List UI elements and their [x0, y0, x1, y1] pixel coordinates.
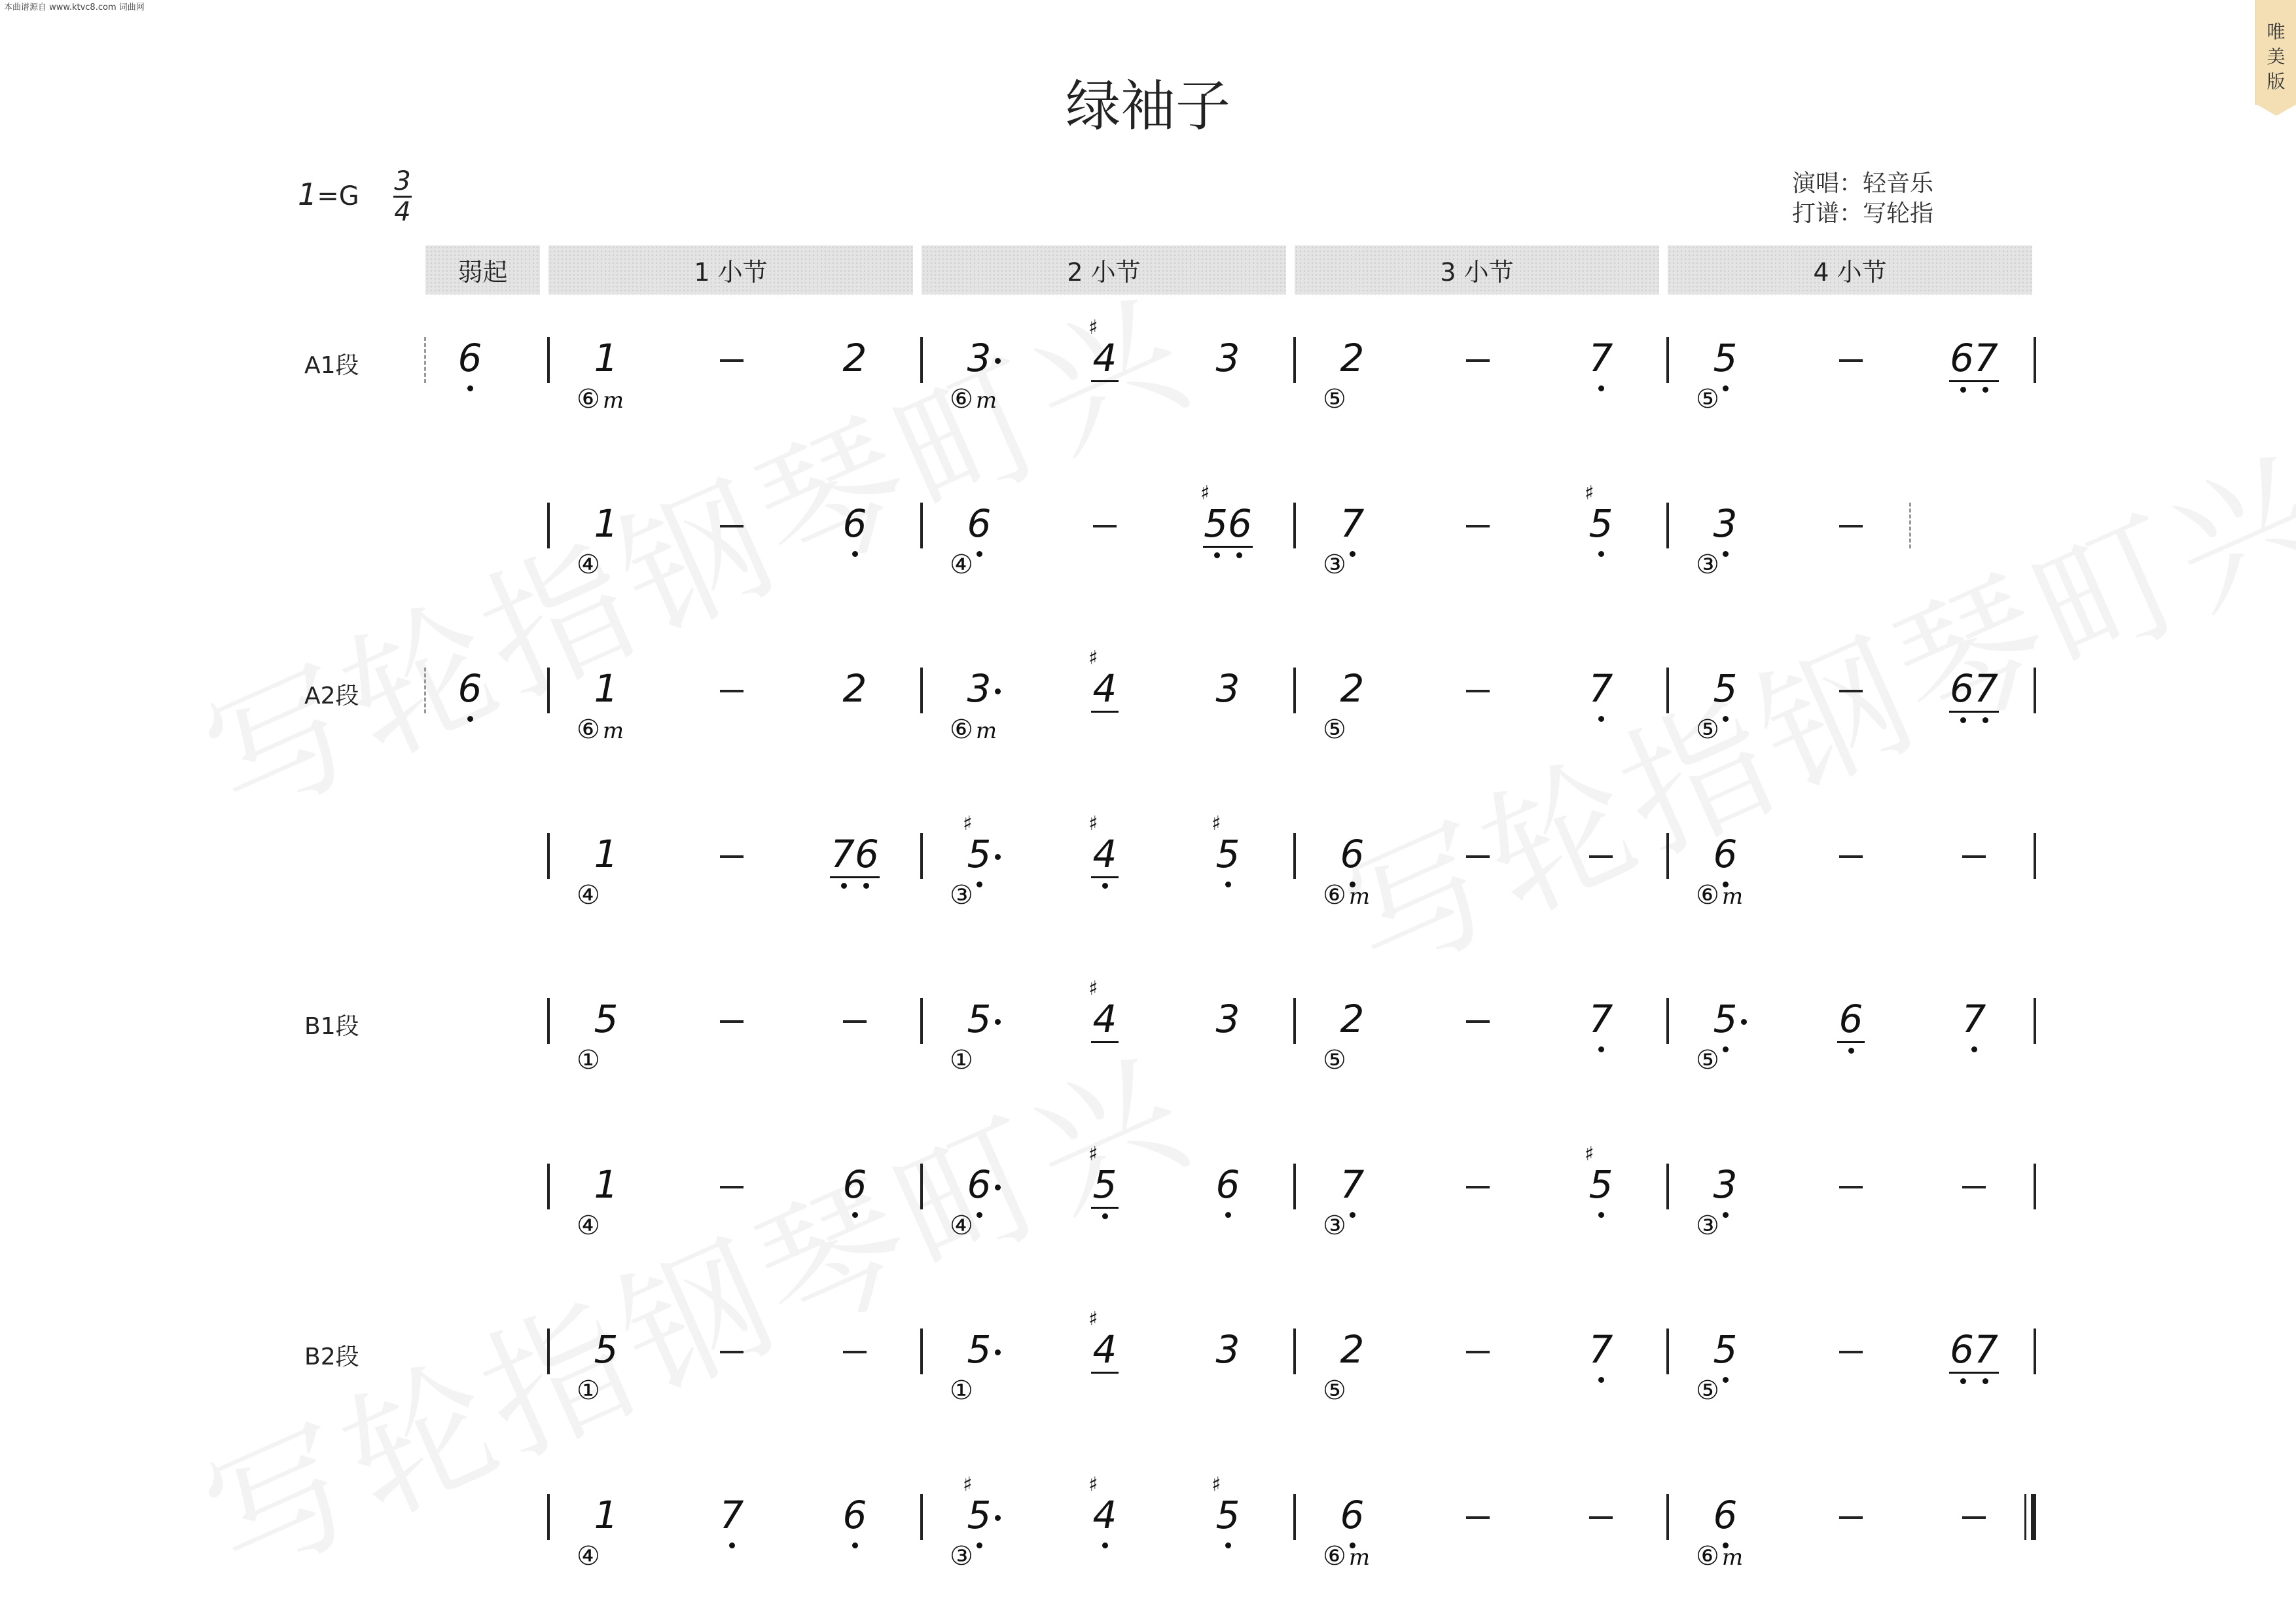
barline	[1666, 1494, 1669, 1540]
barline	[1666, 1164, 1669, 1209]
final-barline-thick	[2031, 1494, 2036, 1540]
sharp-sign: ♯	[1088, 1472, 1098, 1496]
barline	[1293, 1329, 1296, 1374]
low-octave-dot	[852, 1212, 858, 1218]
low-octave-dot	[977, 1212, 982, 1218]
barline	[547, 1494, 550, 1540]
final-barline-thin	[2024, 1494, 2026, 1540]
note-digit: 5	[1092, 1162, 1117, 1207]
note-digit: 7	[1588, 1327, 1613, 1372]
low-octave-dot	[1723, 1046, 1729, 1052]
barline	[1666, 1329, 1669, 1374]
low-octave-dot	[1598, 716, 1604, 722]
sharp-sign: ♯	[1200, 481, 1210, 505]
string-number: ④	[577, 880, 600, 910]
barline	[2034, 337, 2036, 383]
barline	[1293, 337, 1296, 383]
note-digit: 6	[842, 1492, 867, 1537]
low-octave-dot	[863, 883, 869, 889]
note-digit: 6	[842, 501, 867, 546]
barline	[920, 668, 923, 713]
string-number: ⑤	[1696, 715, 1719, 745]
watermark	[170, 998, 1217, 1616]
sharp-sign: ♯	[1088, 647, 1098, 669]
note-digit: 56	[1204, 501, 1252, 546]
sharp-sign: ♯	[1585, 1142, 1594, 1166]
string-number: ①	[577, 1376, 600, 1406]
string-number: ③	[1696, 1210, 1719, 1241]
string-number: ⑥ m	[1323, 880, 1371, 910]
barline	[2034, 668, 2036, 713]
barline	[1293, 503, 1296, 548]
header-measure-2: 2 小节	[922, 245, 1286, 294]
low-octave-dot	[1225, 1543, 1231, 1548]
note-digit: 6	[457, 666, 482, 711]
eighth-underline	[1091, 876, 1119, 878]
low-octave-dot	[1848, 1048, 1854, 1054]
low-octave-dot	[1598, 1377, 1604, 1383]
low-octave-dot	[1982, 1378, 1988, 1384]
string-number: ⑥ m	[950, 715, 997, 745]
low-octave-dot	[1971, 1046, 1977, 1052]
sharp-sign: ♯	[1088, 812, 1098, 835]
source-note: 本曲谱源自 www.ktvc8.com 词曲网	[4, 3, 145, 12]
low-octave-dot	[977, 1543, 982, 1548]
note-digit: 2	[1340, 666, 1365, 711]
note-digit: 3	[1215, 1327, 1240, 1372]
low-octave-dot	[1236, 552, 1242, 558]
note-digit: 4	[1092, 831, 1117, 876]
barline	[547, 337, 550, 383]
eighth-underline	[1949, 711, 1999, 713]
barline	[920, 1494, 923, 1540]
note-digit: 3	[1713, 1162, 1738, 1207]
note-digit: 6	[1340, 831, 1365, 876]
string-number: ⑥ m	[1696, 1541, 1744, 1571]
string-number: ③	[1323, 549, 1346, 580]
string-number: ⑥ m	[1696, 880, 1744, 910]
barline	[547, 1329, 550, 1374]
note-digit: 3	[967, 666, 992, 711]
eighth-underline	[1091, 1372, 1119, 1374]
section-label-b1: B1段	[304, 1013, 359, 1040]
barline	[920, 503, 923, 548]
sharp-sign: ♯	[1088, 1308, 1098, 1330]
note-digit: 7	[1588, 336, 1613, 380]
note-digit: 7	[1340, 501, 1365, 546]
string-number: ⑥ m	[577, 715, 624, 745]
watermark	[1309, 396, 2296, 1014]
header-measure-3: 3 小节	[1295, 245, 1659, 294]
barline	[1666, 503, 1669, 548]
note-digit: 5	[1713, 1327, 1738, 1372]
string-number: ③	[1696, 549, 1719, 580]
sharp-sign: ♯	[1088, 316, 1098, 339]
barline	[920, 998, 923, 1044]
time-signature	[389, 167, 416, 226]
header-measure-4: 4 小节	[1668, 245, 2032, 294]
barline	[920, 337, 923, 383]
barline	[1293, 998, 1296, 1044]
note-digit: 6	[1713, 831, 1738, 876]
note-digit: 2	[1340, 336, 1365, 380]
time-bottom: 4	[394, 197, 411, 227]
credits	[1792, 169, 1933, 229]
low-octave-dot	[1350, 1212, 1355, 1218]
time-top: 3	[394, 166, 411, 196]
barline	[547, 833, 550, 879]
barline	[920, 1329, 923, 1374]
note-digit: 5	[1713, 336, 1738, 380]
note-digit: 5	[594, 997, 619, 1041]
note-digit: 5	[967, 1327, 992, 1372]
barline	[1293, 1494, 1296, 1540]
string-number: ⑥ m	[577, 384, 624, 414]
note-digit: 76	[831, 831, 879, 876]
string-number: ④	[950, 549, 973, 580]
header-measure-1: 1 小节	[548, 245, 913, 294]
note-digit: 5	[1588, 1162, 1613, 1207]
string-number: ①	[577, 1045, 600, 1075]
note-digit: 7	[1340, 1162, 1365, 1207]
low-octave-dot	[1982, 387, 1988, 393]
note-digit: 1	[594, 666, 619, 711]
eighth-underline	[1203, 546, 1253, 548]
note-digit: 4	[1092, 1327, 1117, 1372]
note-digit: 5	[1588, 501, 1613, 546]
pickup-dashed-barline	[424, 337, 426, 383]
note-digit: 6	[1215, 1162, 1240, 1207]
pickup-dashed-barline	[424, 668, 426, 713]
barline	[547, 998, 550, 1044]
note-digit: 3	[1215, 666, 1240, 711]
augmentation-dot	[1741, 1019, 1747, 1025]
low-octave-dot	[1102, 1543, 1108, 1548]
note-digit: 4	[1092, 1492, 1117, 1537]
note-digit: 6	[1340, 1492, 1365, 1537]
string-number: ④	[577, 1210, 600, 1241]
string-number: ③	[1323, 1210, 1346, 1241]
note-digit: 5	[967, 831, 992, 876]
note-digit: 6	[1713, 1492, 1738, 1537]
note-digit: 67	[1950, 666, 1998, 711]
note-digit: 2	[1340, 997, 1365, 1041]
low-octave-dot	[1102, 1213, 1108, 1219]
note-digit: 6	[457, 336, 482, 380]
barline	[920, 1164, 923, 1209]
note-digit: 67	[1950, 1327, 1998, 1372]
badge-char: 版	[2267, 71, 2286, 92]
note-digit: 1	[594, 1162, 619, 1207]
section-label-b2: B2段	[304, 1344, 359, 1370]
string-number: ⑤	[1696, 384, 1719, 414]
note-digit: 3	[1215, 336, 1240, 380]
note-digit: 5	[1215, 831, 1240, 876]
barline	[1666, 668, 1669, 713]
eighth-underline	[1949, 380, 1999, 382]
section-label-a2: A2段	[304, 683, 359, 709]
sharp-sign: ♯	[1211, 1472, 1221, 1496]
eighth-underline	[1091, 711, 1119, 713]
note-digit: 5	[967, 1492, 992, 1537]
note-digit: 5	[594, 1327, 619, 1372]
low-octave-dot	[1102, 883, 1108, 889]
low-octave-dot	[852, 551, 858, 557]
barline	[1666, 337, 1669, 383]
note-digit: 5	[967, 997, 992, 1041]
badge-char: 美	[2267, 46, 2286, 67]
low-octave-dot	[1598, 385, 1604, 391]
low-octave-dot	[1960, 1378, 1966, 1384]
augmentation-dot	[995, 1185, 1001, 1190]
barline	[1293, 668, 1296, 713]
low-octave-dot	[1225, 882, 1231, 887]
low-octave-dot	[467, 385, 473, 391]
eighth-underline	[1091, 1207, 1119, 1209]
transcriber-credit: 打谱：写轮指	[1792, 200, 1934, 227]
note-digit: 3	[967, 336, 992, 380]
note-digit: 1	[594, 1492, 619, 1537]
low-octave-dot	[1225, 1212, 1231, 1218]
note-digit: 1	[594, 831, 619, 876]
low-octave-dot	[977, 551, 982, 557]
note-digit: 6	[967, 501, 992, 546]
string-number: ⑤	[1696, 1376, 1719, 1406]
augmentation-dot	[995, 854, 1001, 860]
barline	[1666, 998, 1669, 1044]
note-digit: 1	[594, 336, 619, 380]
low-octave-dot	[977, 882, 982, 887]
string-number: ④	[577, 1541, 600, 1571]
barline	[2034, 1164, 2036, 1209]
string-number: ③	[950, 1541, 973, 1571]
watermark	[170, 239, 1217, 857]
sharp-sign: ♯	[1585, 481, 1594, 505]
low-octave-dot	[1960, 717, 1966, 723]
note-digit: 6	[842, 1162, 867, 1207]
barline	[547, 503, 550, 548]
low-octave-dot	[1598, 551, 1604, 557]
note-digit: 4	[1092, 336, 1117, 380]
string-number: ④	[950, 1210, 973, 1241]
low-octave-dot	[852, 1543, 858, 1548]
low-octave-dot	[1350, 551, 1355, 557]
note-digit: 6	[1839, 997, 1863, 1041]
eighth-underline	[1837, 1041, 1865, 1043]
note-digit: 1	[594, 501, 619, 546]
barline	[1666, 833, 1669, 879]
note-digit: 67	[1950, 336, 1998, 380]
augmentation-dot	[995, 358, 1001, 364]
low-octave-dot	[1723, 1377, 1729, 1383]
barline	[547, 1164, 550, 1209]
augmentation-dot	[995, 1515, 1001, 1521]
string-number: ③	[950, 880, 973, 910]
note-digit: 7	[1588, 666, 1613, 711]
note-digit: 6	[967, 1162, 992, 1207]
header-pickup: 弱起	[425, 245, 540, 294]
score-title: 绿袖子	[1065, 74, 1230, 138]
note-digit: 2	[1340, 1327, 1365, 1372]
section-label-a1: A1段	[304, 352, 359, 379]
sharp-sign: ♯	[963, 1472, 973, 1496]
low-octave-dot	[1723, 1212, 1729, 1218]
sharp-sign: ♯	[1211, 812, 1221, 835]
string-number: ①	[950, 1045, 973, 1075]
barline	[920, 833, 923, 879]
barline	[2034, 833, 2036, 879]
eighth-underline	[1091, 1041, 1119, 1043]
sharp-sign: ♯	[963, 812, 973, 835]
augmentation-dot	[995, 688, 1001, 694]
barline	[2034, 998, 2036, 1044]
sharp-sign: ♯	[1088, 977, 1098, 1000]
note-digit: 5	[1215, 1492, 1240, 1537]
badge-char: 唯	[2267, 21, 2286, 43]
key-eq: =G	[317, 181, 359, 211]
string-number: ④	[577, 549, 600, 580]
string-number: ⑥ m	[1323, 1541, 1371, 1571]
note-digit: 7	[1962, 997, 1986, 1041]
key-signature	[298, 177, 359, 212]
string-number: ⑤	[1323, 715, 1346, 745]
eighth-underline	[1949, 1372, 1999, 1374]
note-digit: 4	[1092, 997, 1117, 1041]
low-octave-dot	[841, 883, 847, 889]
note-digit: 5	[1713, 997, 1738, 1041]
barline	[547, 668, 550, 713]
string-number: ⑤	[1323, 1045, 1346, 1075]
singer-credit: 演唱：轻音乐	[1792, 170, 1934, 197]
eighth-underline	[830, 876, 880, 878]
string-number: ⑤	[1323, 384, 1346, 414]
string-number: ⑤	[1696, 1045, 1719, 1075]
barline	[1293, 1164, 1296, 1209]
low-octave-dot	[1723, 551, 1729, 557]
note-digit: 3	[1713, 501, 1738, 546]
dashed-barline	[1909, 503, 1911, 548]
note-digit: 4	[1092, 666, 1117, 711]
low-octave-dot	[1598, 1046, 1604, 1052]
note-digit: 5	[1713, 666, 1738, 711]
barline	[2034, 1329, 2036, 1374]
eighth-underline	[1091, 380, 1119, 382]
low-octave-dot	[1723, 716, 1729, 722]
low-octave-dot	[1598, 1212, 1604, 1218]
note-digit: 7	[1588, 997, 1613, 1041]
note-digit: 7	[719, 1492, 744, 1537]
string-number: ①	[950, 1376, 973, 1406]
barline	[1293, 833, 1296, 879]
string-number: ⑥ m	[950, 384, 997, 414]
low-octave-dot	[1723, 385, 1729, 391]
sharp-sign: ♯	[1088, 1142, 1098, 1166]
low-octave-dot	[1960, 387, 1966, 393]
note-digit: 2	[842, 336, 867, 380]
low-octave-dot	[467, 716, 473, 722]
low-octave-dot	[1214, 552, 1220, 558]
note-digit: 3	[1215, 997, 1240, 1041]
string-number: ⑤	[1323, 1376, 1346, 1406]
low-octave-dot	[729, 1543, 735, 1548]
low-octave-dot	[1982, 717, 1988, 723]
note-digit: 2	[842, 666, 867, 711]
augmentation-dot	[995, 1349, 1001, 1355]
augmentation-dot	[995, 1019, 1001, 1025]
key-tonic: 1	[298, 177, 317, 212]
